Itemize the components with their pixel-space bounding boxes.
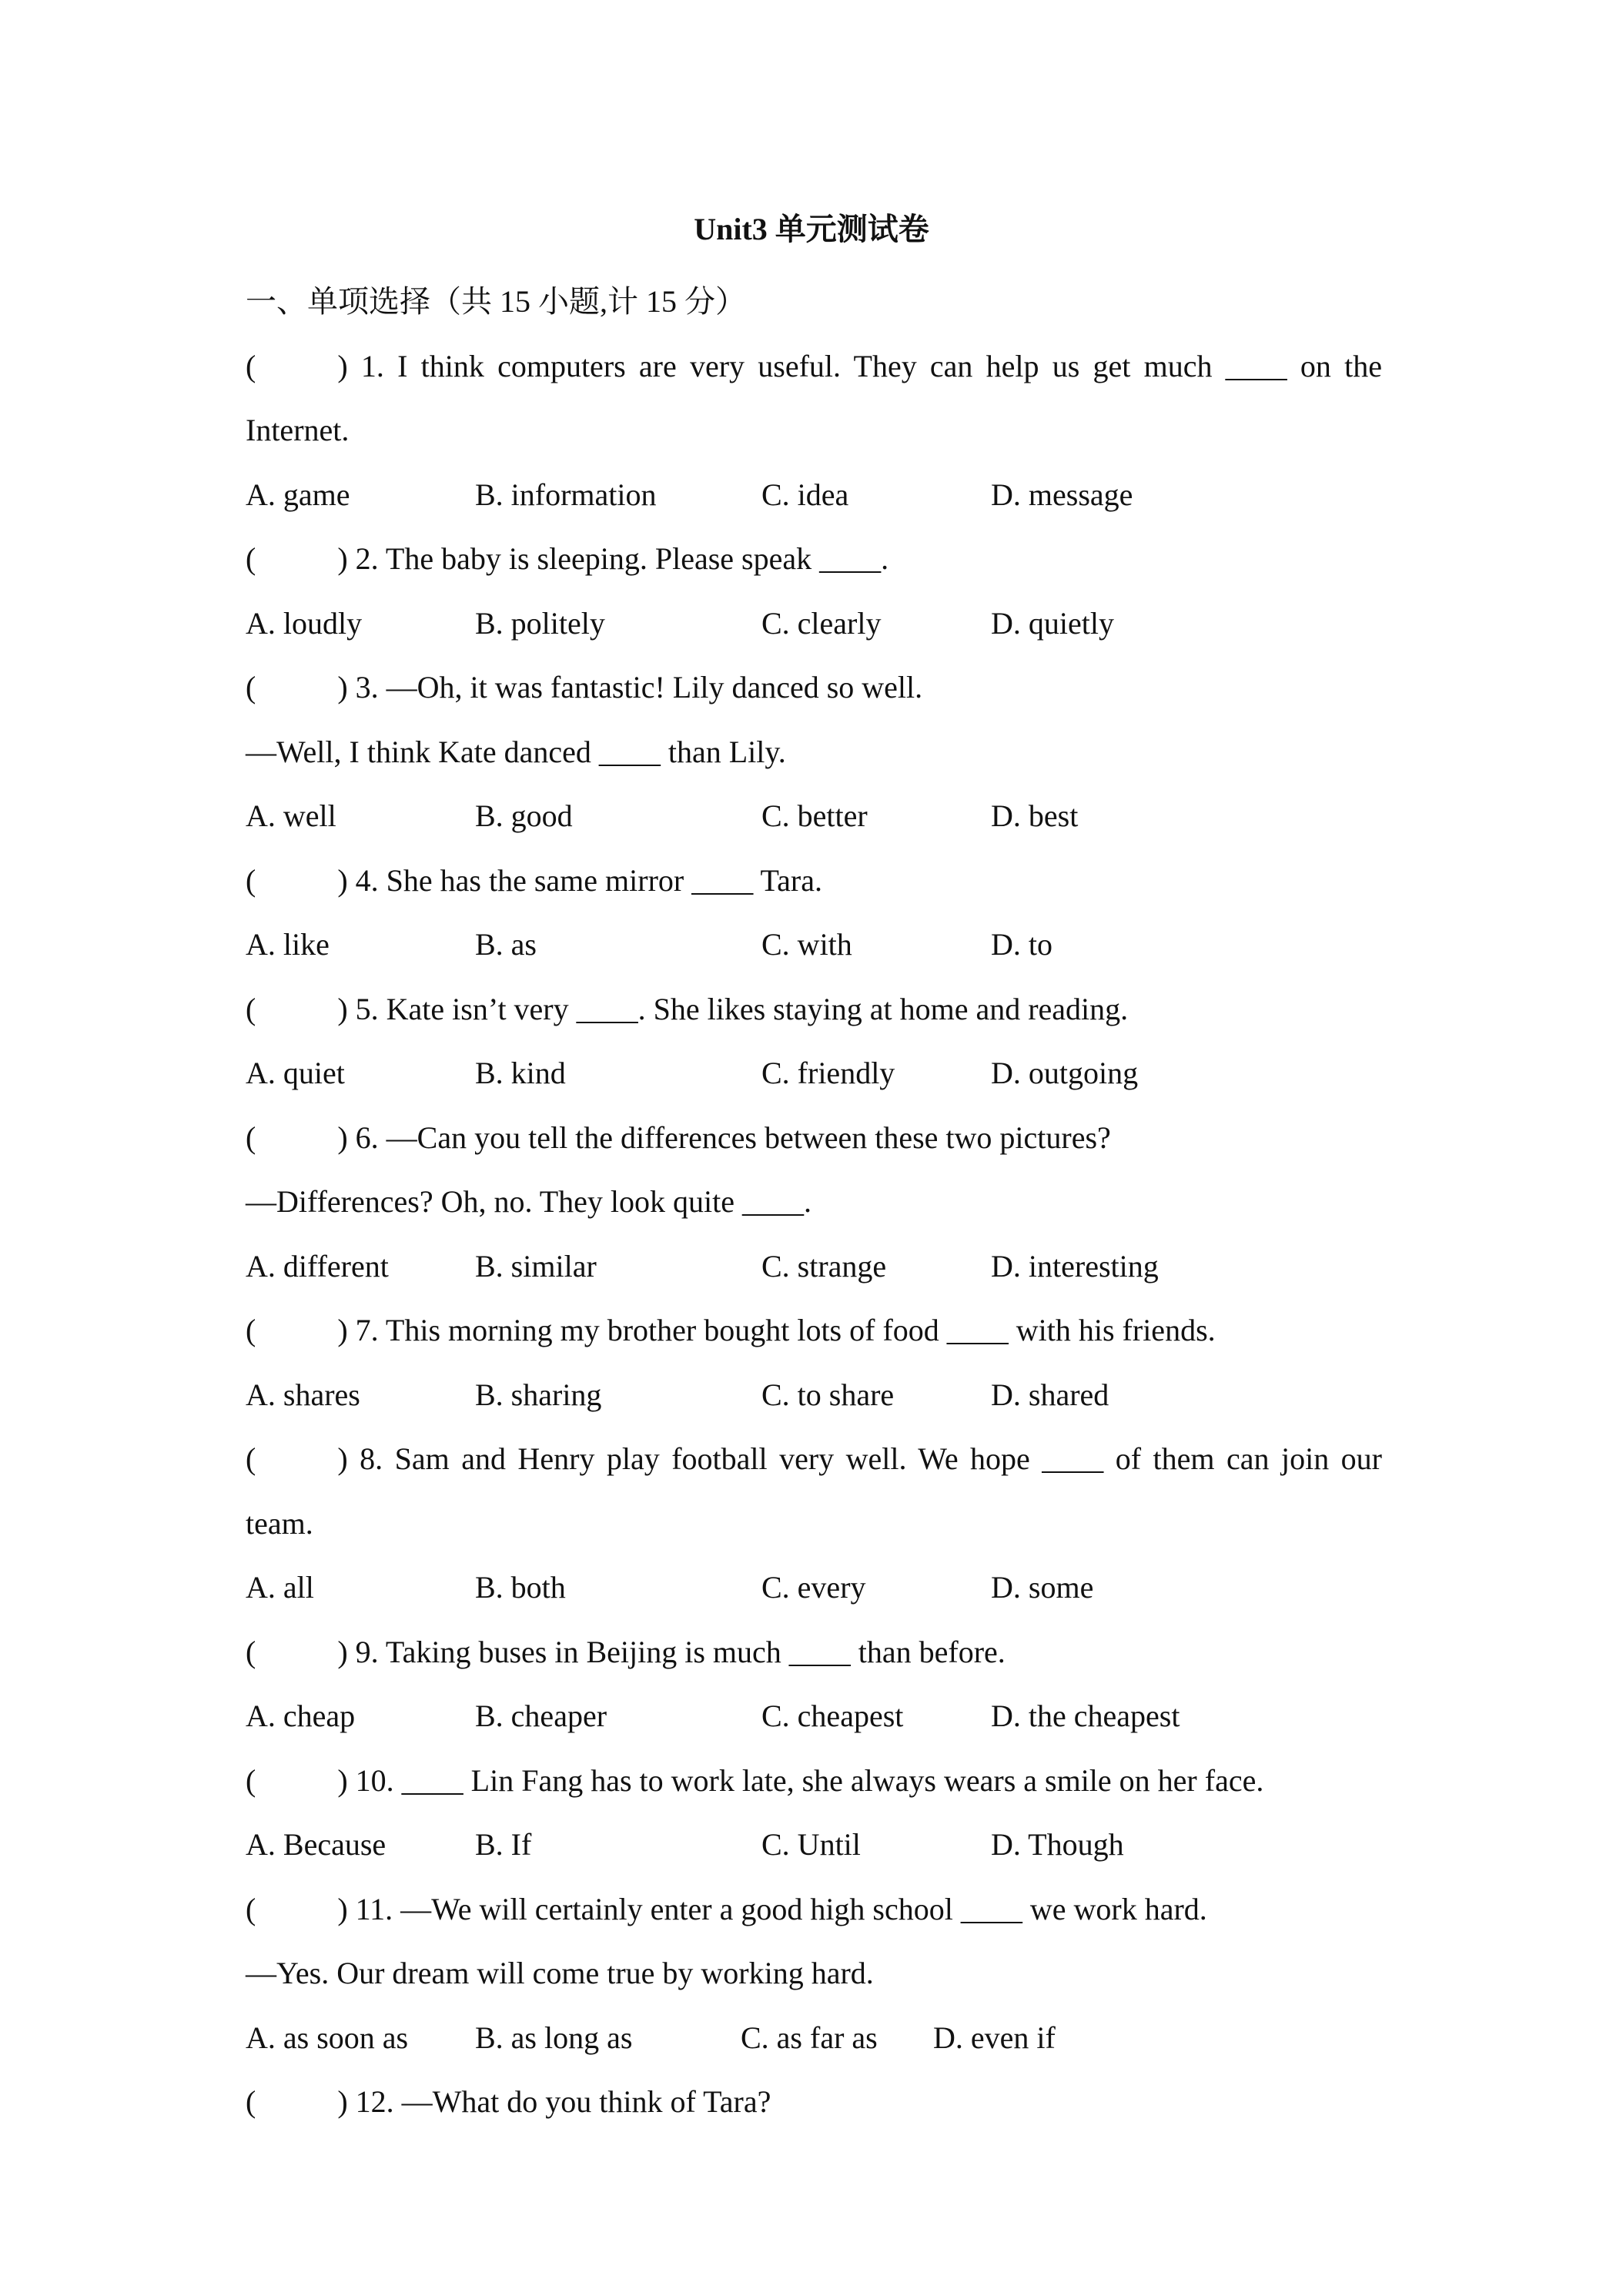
document-body <box>246 269 1382 2134</box>
option-a: A. cheap <box>246 1699 356 1733</box>
question-10-options <box>246 1812 1382 1877</box>
option-d: D. some <box>991 1570 1094 1605</box>
option-d: D. interesting <box>991 1248 1159 1284</box>
option-d: D. the cheapest <box>991 1699 1180 1733</box>
question-10-stem: ( ) 10. ____ Lin Fang has to work late, she always wears a smile on her face. <box>246 1762 1264 1798</box>
option-b: B. If <box>475 1827 532 1862</box>
question-7-options <box>246 1363 1382 1427</box>
option-a: A. loudly <box>246 605 363 641</box>
question-6-options <box>246 1234 1382 1299</box>
option-a: A. well <box>246 798 336 833</box>
option-c: C. clearly <box>761 605 882 641</box>
option-a: A. different <box>246 1248 389 1284</box>
option-c: C. friendly <box>761 1056 895 1090</box>
option-a: A. as soon as <box>246 2020 409 2055</box>
option-d: D. outgoing <box>991 1056 1139 1090</box>
option-d: D. quietly <box>991 605 1114 641</box>
option-c: C. Until <box>761 1827 861 1862</box>
question-1-options <box>246 463 1382 527</box>
option-b: B. cheaper <box>475 1699 607 1733</box>
question-8-stem: ( ) 8. Sam and Henry play football very well. We hope ____ of them can join our <box>246 1441 1382 1476</box>
question-9-stem: ( ) 9. Taking buses in Beijing is much ____ than before. <box>246 1634 1006 1669</box>
option-a: A. all <box>246 1570 314 1605</box>
question-4-stem: ( ) 4. She has the same mirror ____ Tara. <box>246 862 822 898</box>
option-b: B. as long as <box>475 2020 633 2055</box>
question-4-options <box>246 912 1382 977</box>
question-7-stem: ( ) 7. This morning my brother bought lots of food ____ with his friends. <box>246 1313 1216 1347</box>
option-b: B. good <box>475 798 573 833</box>
question-8-stem-continued: team. <box>246 1505 313 1541</box>
option-b: B. kind <box>475 1056 566 1090</box>
question-12-stem: ( ) 12. —What do you think of Tara? <box>246 2084 771 2119</box>
question-3-stem-continued: —Well, I think Kate danced ____ than Lily. <box>246 734 786 769</box>
option-c: C. idea <box>761 477 849 512</box>
question-11-options <box>246 2006 1382 2070</box>
option-a: A. like <box>246 927 330 962</box>
option-c: C. better <box>761 798 868 833</box>
option-b: B. as <box>475 927 537 962</box>
option-d: D. Though <box>991 1827 1124 1862</box>
option-d: D. even if <box>933 2020 1056 2055</box>
question-6-stem-continued: —Differences? Oh, no. They look quite ____. <box>246 1184 812 1219</box>
option-c: C. cheapest <box>761 1699 904 1733</box>
question-5-stem: ( ) 5. Kate isn’t very ____. She likes staying at home and reading. <box>246 991 1129 1026</box>
question-6-stem: ( ) 6. —Can you tell the differences between these two pictures? <box>246 1120 1111 1155</box>
option-d: D. shared <box>991 1377 1109 1412</box>
question-8-options <box>246 1555 1382 1620</box>
section-heading: 一、单项选择（共 15 小题,计 15 分） <box>246 284 746 319</box>
option-c: C. with <box>761 927 852 962</box>
option-c: C. every <box>761 1570 866 1605</box>
option-c: C. as far as <box>741 2020 878 2055</box>
option-a: A. Because <box>246 1827 387 1862</box>
option-d: D. best <box>991 798 1079 833</box>
option-d: D. to <box>991 927 1052 962</box>
question-11-stem-continued: —Yes. Our dream will come true by working hard. <box>246 1956 874 1990</box>
question-11-stem: ( ) 11. —We will certainly enter a good high school ____ we work hard. <box>246 1891 1207 1926</box>
option-b: B. similar <box>475 1248 597 1284</box>
option-a: A. quiet <box>246 1056 345 1090</box>
question-1-stem-continued: Internet. <box>246 413 350 447</box>
page-title: Unit3 单元测试卷 <box>694 212 929 246</box>
option-b: B. sharing <box>475 1377 602 1412</box>
option-c: C. to share <box>761 1377 895 1412</box>
option-a: A. game <box>246 477 350 512</box>
question-3-options <box>246 784 1382 848</box>
option-c: C. strange <box>761 1248 887 1284</box>
question-1-stem: ( ) 1. I think computers are very useful. They can help us get much ____ on the <box>246 348 1382 383</box>
question-5-options <box>246 1041 1382 1106</box>
option-d: D. message <box>991 477 1133 512</box>
option-b: B. information <box>475 477 657 512</box>
option-b: B. politely <box>475 605 605 641</box>
question-2-options <box>246 591 1382 656</box>
option-b: B. both <box>475 1570 566 1605</box>
question-3-stem: ( ) 3. —Oh, it was fantastic! Lily danced so well. <box>246 670 923 705</box>
question-2-stem: ( ) 2. The baby is sleeping. Please speak ____. <box>246 541 889 576</box>
question-9-options <box>246 1684 1382 1749</box>
option-a: A. shares <box>246 1377 360 1412</box>
